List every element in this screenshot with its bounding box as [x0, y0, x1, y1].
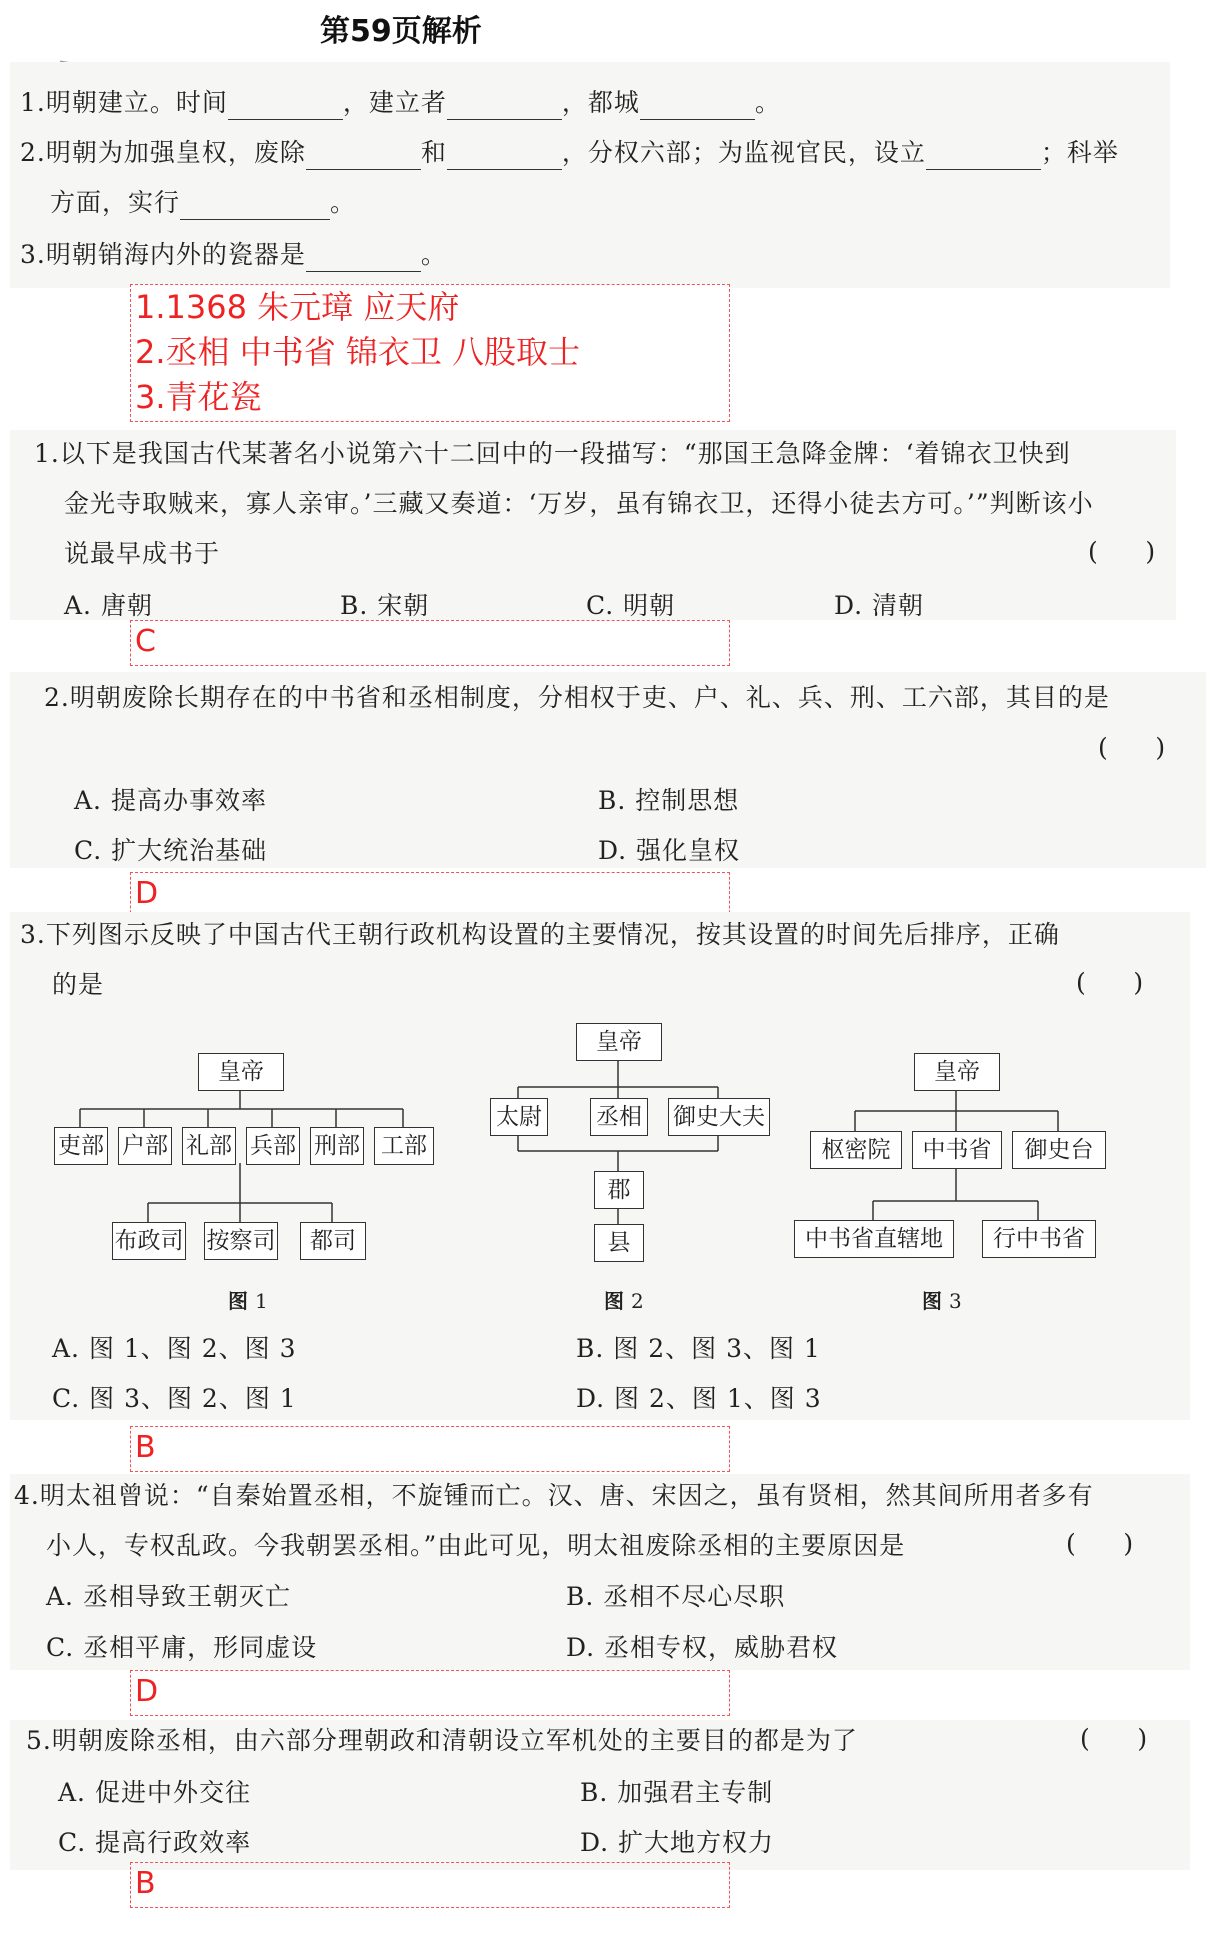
- fig1-ministry-works: 工部: [374, 1127, 434, 1165]
- fill-text: ，分权六部；为监视官民，设立: [561, 138, 926, 167]
- fig2-taiwei: 太尉: [490, 1098, 548, 1136]
- fill-answer-3: 3.青花瓷: [135, 378, 262, 416]
- fig3-yushitai: 御史台: [1012, 1131, 1106, 1169]
- fill-q3: [20, 238, 447, 272]
- page-title: 第59页解析: [320, 14, 482, 49]
- q4-option-c: C. 丞相平庸，形同虚设: [46, 1633, 318, 1662]
- q4-option-d: D. 丞相专权，威胁君权: [566, 1633, 839, 1662]
- q3-option-a: A. 图 1、图 2、图 3: [52, 1334, 297, 1363]
- fig1-ministry-war: 兵部: [246, 1127, 300, 1165]
- q1-option-c: C. 明朝: [586, 591, 676, 620]
- q3-option-d: D. 图 2、图 1、图 3: [576, 1384, 822, 1413]
- fill-text: 明朝销海内外的瓷器是: [45, 240, 306, 269]
- fig1-dusi: 都司: [300, 1222, 366, 1260]
- blank: [447, 143, 562, 170]
- q-number: 3.: [20, 240, 46, 269]
- blank: [926, 143, 1041, 170]
- fill-q2-cont: [50, 186, 356, 220]
- q3-answer-paren: ( ): [1076, 968, 1144, 997]
- fig2-caption: 图 2: [604, 1289, 644, 1313]
- blank: [640, 93, 755, 120]
- q4-option-a: A. 丞相导致王朝灭亡: [46, 1582, 291, 1611]
- fig3-province: 行中书省: [982, 1220, 1096, 1258]
- q1-stem-2: 金光寺取贼来，寡人亲审。’三藏又奏道：‘万岁，虽有锦衣卫，还得小徒去方可。’”判断该小: [64, 489, 1094, 518]
- fig2-chancellor: 丞相: [590, 1098, 648, 1136]
- fig2-censor: 御史大夫: [668, 1098, 770, 1136]
- fill-answer-1: 1.1368 朱元璋 应天府: [135, 288, 460, 326]
- q2-answer: D: [135, 876, 159, 911]
- fig2-jun: 郡: [594, 1171, 644, 1209]
- q1-answer-paren: ( ): [1088, 537, 1156, 566]
- fig2-emperor: 皇帝: [576, 1023, 662, 1061]
- q5-option-a: A. 促进中外交往: [58, 1778, 251, 1807]
- blank: [180, 193, 330, 220]
- fill-text: ；科举: [1040, 138, 1119, 167]
- fig3-direct-region: 中书省直辖地: [794, 1220, 954, 1258]
- fill-text: ，都城: [561, 88, 640, 117]
- q2-option-d: D. 强化皇权: [598, 836, 741, 865]
- fill-answer-box: [130, 284, 730, 422]
- q3-stem-1: 3.下列图示反映了中国古代王朝行政机构设置的主要情况，按其设置的时间先后排序，正确: [20, 920, 1060, 949]
- q2-answer-paren: ( ): [1098, 733, 1166, 762]
- fig1-ministry-justice: 刑部: [310, 1127, 364, 1165]
- q1-answer: C: [135, 624, 156, 659]
- q3-answer-box: [130, 1426, 730, 1472]
- q3-option-c: C. 图 3、图 2、图 1: [52, 1384, 297, 1413]
- fill-text: 。: [420, 240, 447, 269]
- fig1-ministry-hu: 户部: [118, 1127, 172, 1165]
- fig1-emperor: 皇帝: [198, 1053, 284, 1091]
- q4-stem-2: 小人，专权乱政。今我朝罢丞相。”由此可见，明太祖废除丞相的主要原因是: [46, 1531, 906, 1560]
- q-number: 1.: [20, 88, 46, 117]
- q5-option-c: C. 提高行政效率: [58, 1828, 252, 1857]
- q1-answer-box: [130, 620, 730, 666]
- fig1-ministry-rites: 礼部: [182, 1127, 236, 1165]
- blank: [447, 93, 562, 120]
- q4-answer: D: [135, 1674, 159, 1709]
- fill-text: 方面，实行: [50, 188, 181, 217]
- fill-text: 。: [330, 188, 357, 217]
- q4-answer-paren: ( ): [1066, 1529, 1134, 1558]
- q3-option-b: B. 图 2、图 3、图 1: [576, 1334, 821, 1363]
- fill-q1: [20, 86, 781, 120]
- q2-option-a: A. 提高办事效率: [74, 786, 267, 815]
- q1-stem-3: 说最早成书于: [64, 539, 221, 568]
- fill-text: 明朝建立。时间: [45, 88, 228, 117]
- q5-option-b: B. 加强君主专制: [580, 1778, 774, 1807]
- fill-text: 明朝为加强皇权，废除: [45, 138, 306, 167]
- fill-answer-2: 2.丞相 中书省 锦衣卫 八股取士: [135, 333, 581, 371]
- fig1-buzhengsi: 布政司: [112, 1222, 186, 1260]
- q3-stem-2: 的是: [52, 970, 105, 999]
- q1-option-d: D. 清朝: [834, 591, 925, 620]
- q2-option-c: C. 扩大统治基础: [74, 836, 268, 865]
- q5-option-d: D. 扩大地方权力: [580, 1828, 775, 1857]
- fig3-caption: 图 3: [922, 1289, 962, 1313]
- fill-text: 。: [754, 88, 781, 117]
- q-number: 2.: [20, 138, 46, 167]
- fig1-ministry-li: 吏部: [54, 1127, 108, 1165]
- blank: [306, 245, 421, 272]
- fig1-caption: 图 1: [228, 1289, 268, 1313]
- fig2-xian: 县: [594, 1224, 644, 1262]
- q1-stem-1: 1.以下是我国古代某著名小说第六十二回中的一段描写：“那国王急降金牌：‘着锦衣卫快到: [34, 439, 1071, 468]
- q5-answer-paren: ( ): [1080, 1724, 1148, 1753]
- q5-answer: B: [135, 1866, 156, 1901]
- q2-stem-1: 2.明朝废除长期存在的中书省和丞相制度，分相权于吏、户、礼、兵、刑、工六部，其目的是: [44, 683, 1110, 712]
- q4-option-b: B. 丞相不尽心尽职: [566, 1582, 786, 1611]
- q3-answer: B: [135, 1430, 156, 1465]
- blank: [228, 93, 343, 120]
- q5-stem-1: 5.明朝废除丞相，由六部分理朝政和清朝设立军机处的主要目的都是为了: [26, 1726, 858, 1755]
- q4-answer-box: [130, 1670, 730, 1716]
- q2-option-b: B. 控制思想: [598, 786, 740, 815]
- diagrams-area: [0, 1015, 1216, 1315]
- fill-text: ，建立者: [342, 88, 447, 117]
- q5-answer-box: [130, 1862, 730, 1908]
- fig1-anchasi: 按察司: [204, 1222, 278, 1260]
- fill-q2: [20, 136, 1119, 170]
- fig3-emperor: 皇帝: [914, 1053, 1000, 1091]
- q1-option-b: B. 宋朝: [340, 591, 430, 620]
- fill-text: 和: [420, 138, 447, 167]
- fig3-shumiyuan: 枢密院: [810, 1131, 902, 1169]
- q4-stem-1: 4.明太祖曾说：“自秦始置丞相，不旋锺而亡。汉、唐、宋因之，虽有贤相，然其间所用者多有: [14, 1481, 1094, 1510]
- q1-option-a: A. 唐朝: [64, 591, 153, 620]
- blank: [306, 143, 421, 170]
- fig3-zhongshusheng: 中书省: [912, 1131, 1002, 1169]
